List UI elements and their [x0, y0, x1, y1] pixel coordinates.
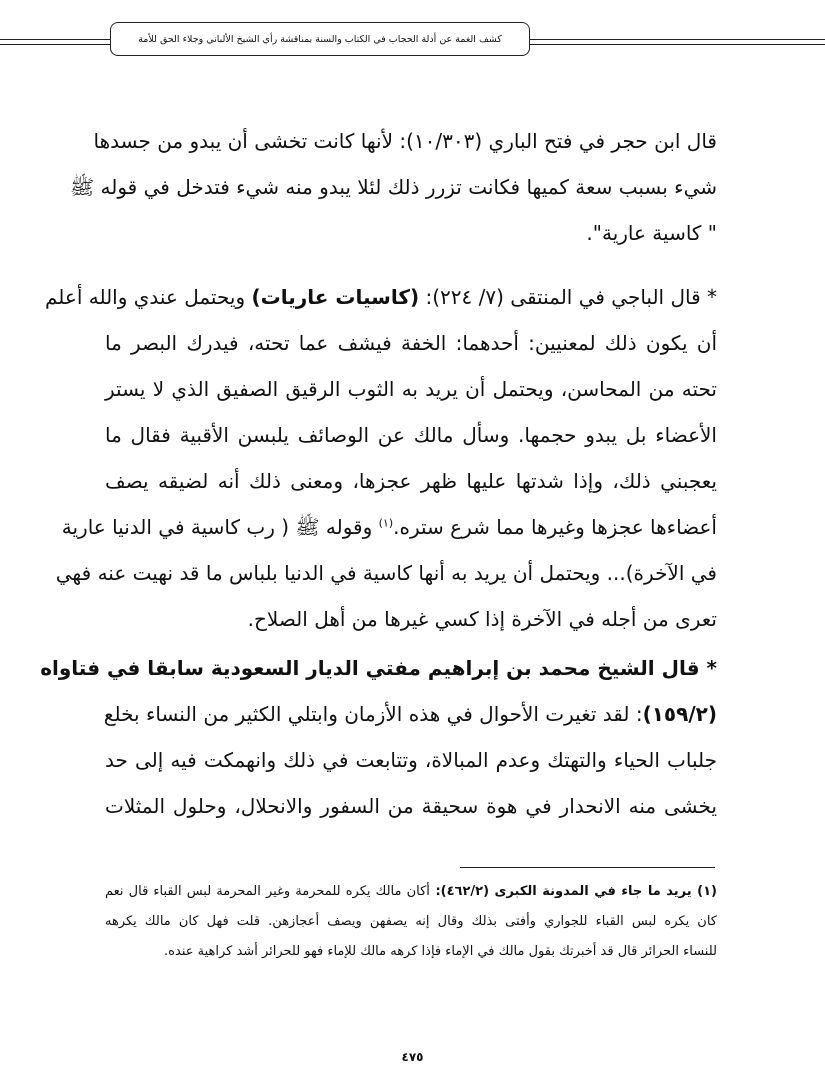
- footnote-separator: [460, 867, 715, 868]
- text-segment: * قال الباجي في المنتقى (٧/ ٢٢٤):: [419, 285, 717, 309]
- header-rule-right: [530, 39, 825, 45]
- footnote-source: (١) يريد ما جاء في المدونة الكبرى (٤٦٢/٢):: [429, 884, 717, 899]
- text-line: يخشى منه الانحدار في هوة سحيقة من السفور والانحلال، وحلول المثلات: [105, 794, 717, 818]
- page-number: ٤٧٥: [401, 1050, 424, 1064]
- text-line: أن يكون ذلك لمعنيين: أحدهما: الخفة فيشف عما تحته، فيدرك البصر ما: [105, 331, 717, 355]
- text-segment: أعضاءها عجزها وغيرها مما شرع ستره.: [393, 515, 717, 539]
- running-header: [0, 22, 825, 58]
- text-segment: وقوله ﷺ ( رب كاسية في الدنيا عارية: [61, 515, 379, 539]
- text-line: جلباب الحياء والتهتك وعدم المبالاة، وتتابعت في ذلك وانهمكت فيه إلى حد: [105, 748, 717, 772]
- text-line: * قال الشيخ محمد بن إبراهيم مفتي الديار السعودية سابقا في فتاواه: [40, 656, 717, 680]
- text-line: شيء بسبب سعة كميها فكانت تزرر ذلك لئلا يبدو منه شيء فتدخل في قوله ﷺ: [70, 175, 717, 199]
- quoted-hadith-phrase: (كاسيات عاريات): [251, 285, 420, 309]
- text-line: " كاسية عارية".: [586, 221, 717, 245]
- text-segment: ويحتمل عندي والله أعلم: [44, 285, 252, 309]
- text-line: قال ابن حجر في فتح الباري (١٠/٣٠٣): لأنها كانت تخشى أن يبدو من جسدها: [93, 129, 717, 153]
- text-segment: : لقد تغيرت الأحوال في هذه الأزمان وابتلي الكثير من النساء بخلع: [103, 702, 643, 726]
- text-line: تحته من المحاسن، ويحتمل أن يريد به الثوب الرقيق الصفيق الذي لا يستر: [105, 377, 717, 401]
- citation-reference: (١٥٩/٢): [642, 702, 717, 726]
- footnote-line: [105, 877, 717, 907]
- footnote-line: للنساء الحرائر قال قد أخبرتك بقول مالك في الإماء فإذا كرهه مالك للإماء فهو للحرائر أشد كراهية عنده.: [164, 944, 717, 959]
- text-line: [44, 274, 717, 320]
- footnote-block: [105, 877, 717, 967]
- text-line: [61, 504, 717, 550]
- footnote-marker[interactable]: (١): [378, 516, 394, 530]
- running-title-box: [110, 22, 530, 56]
- footnote-text: أكان مالك يكره للمحرمة وغير المحرمة لبس القباء قال نعم: [105, 884, 430, 899]
- footnote-line: كان يكره لبس القباء للجواري وأفتى بذلك وقال إنه يصفهن ويصف أعجازهن. قلت فهل كان مالك يكرهه: [105, 914, 717, 929]
- header-rule-left: [0, 39, 112, 45]
- paragraph-al-baji: [44, 274, 717, 642]
- running-title: كشف الغمة عن أدلة الحجاب في الكتاب والسنة بمناقشة رأي الشيخ الألباني وجلاء الحق للأمة: [138, 33, 502, 45]
- paragraph-ibn-ibrahim: [40, 645, 717, 829]
- text-line: [105, 691, 717, 737]
- text-line: يعجبني ذلك، وإذا شدتها عليها ظهر عجزها، ومعنى ذلك أنه لضيقه يصف: [105, 469, 717, 493]
- text-line: الأعضاء بل يبدو حجمها. وسأل مالك عن الوصائف يلبسن الأقبية فقال ما: [105, 423, 717, 447]
- text-line: تعرى من أجله في الآخرة إذا كسي غيرها من أهل الصلاح.: [247, 607, 717, 631]
- text-line: في الآخرة)... ويحتمل أن يريد به أنها كاسية في الدنيا بلباس ما قد نهيت عنه فهي: [55, 561, 717, 585]
- paragraph-ibn-hajar: [70, 118, 717, 256]
